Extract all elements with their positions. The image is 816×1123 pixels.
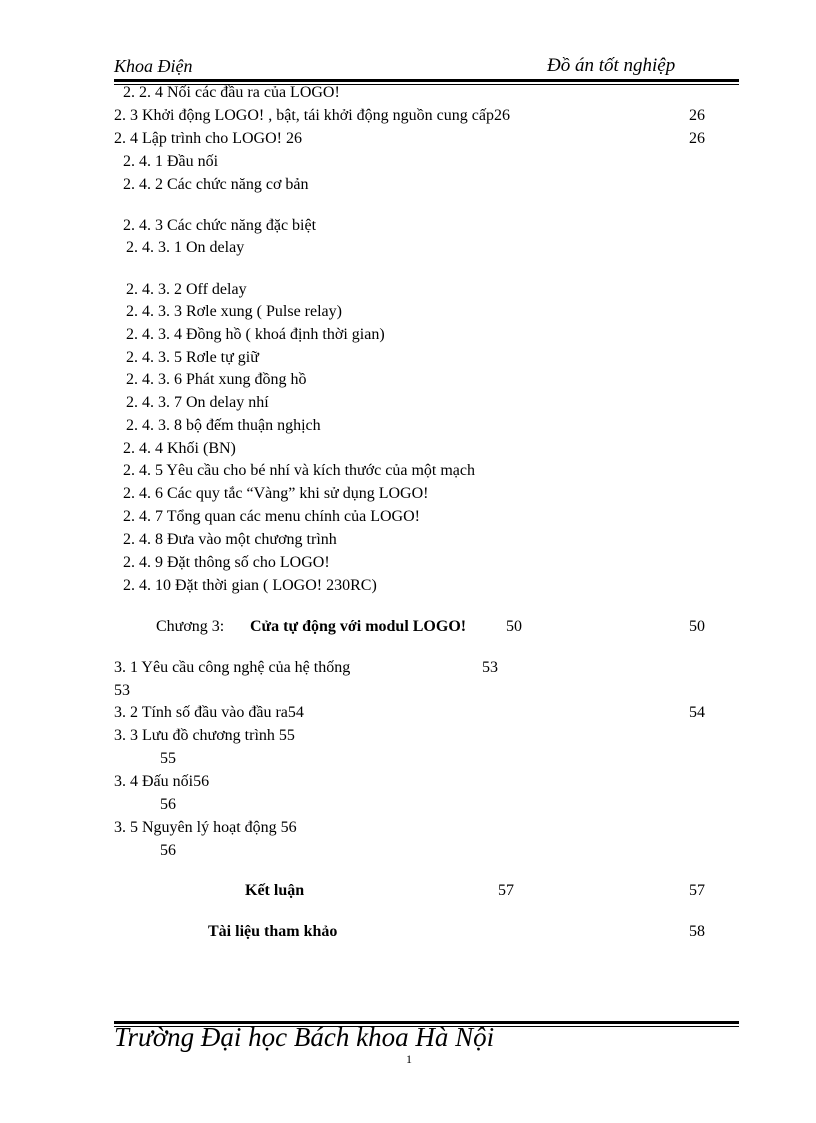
toc-page: 56 [160,796,176,813]
toc-line: 2. 4. 3. 8 bộ đếm thuận nghịch [126,417,321,434]
toc-num: 53 [482,659,498,676]
toc-line: 2. 4. 3. 1 On delay [126,239,245,256]
toc-page: 55 [160,750,176,767]
toc-page: 54 [689,704,705,721]
toc-line: 3. 1 Yêu cầu công nghệ của hệ thống [114,659,351,676]
toc-line: 2. 4 Lập trình cho LOGO! 26 [114,130,302,147]
toc-line: 2. 4. 1 Đầu nối [123,153,219,170]
conclusion-num: 57 [498,882,514,899]
toc-line: 2. 4. 2 Các chức năng cơ bản [123,176,309,193]
toc-line: 2. 4. 3 Các chức năng đặc biệt [123,217,317,234]
toc-page: 56 [160,842,176,859]
chapter-3-title: Cửa tự động với modul LOGO! [250,618,467,635]
toc-line: 2. 4. 3. 3 Rơle xung ( Pulse relay) [126,303,342,320]
toc-page: 26 [689,107,705,124]
header-document-title: Đồ án tốt nghiệp [547,55,676,76]
chapter-3-label: Chương 3: [156,618,225,635]
toc-page: 26 [689,130,705,147]
references-title: Tài liệu tham khảo [208,923,338,940]
toc-line: 2. 4. 9 Đặt thông số cho LOGO! [123,554,330,571]
toc-line: 2. 2. 4 Nối các đầu ra của LOGO! [123,84,340,101]
toc-line: 2. 4. 3. 6 Phát xung đồng hồ [126,371,307,388]
toc-line: 3. 2 Tính số đầu vào đầu ra54 [114,704,304,721]
toc-line: 2. 3 Khởi động LOGO! , bật, tái khởi động nguồn cung cấp26 [114,107,510,124]
toc-line: 2. 4. 3. 4 Đồng hồ ( khoá định thời gian) [126,326,385,343]
header-rule-thick [114,79,739,82]
toc-page: 58 [689,923,705,940]
toc-line: 2. 4. 3. 7 On delay nhí [126,394,269,411]
conclusion-title: Kết luận [245,882,305,899]
header-department: Khoa Điện [114,56,193,76]
toc-page: 57 [689,882,705,899]
toc-line: 3. 5 Nguyên lý hoạt động 56 [114,819,297,836]
toc-line: 3. 4 Đấu nối56 [114,773,210,790]
toc-line: 3. 3 Lưu đồ chương trình 55 [114,727,295,744]
toc-line: 2. 4. 8 Đưa vào một chương trình [123,531,337,548]
page-number: 1 [406,1052,412,1066]
toc-page: 53 [114,682,130,699]
toc-line: 2. 4. 7 Tổng quan các menu chính của LOGO! [123,508,420,525]
toc-line: 2. 4. 3. 2 Off delay [126,281,247,298]
toc-line: 2. 4. 5 Yêu cầu cho bé nhí và kích thước của một mạch [123,462,475,479]
toc-line: 2. 4. 4 Khối (BN) [123,440,236,457]
toc-line: 2. 4. 3. 5 Rơle tự giữ [126,349,259,366]
toc-line: 2. 4. 10 Đặt thời gian ( LOGO! 230RC) [123,577,377,594]
toc-page: 50 [689,618,705,635]
chapter-3-num: 50 [506,618,522,635]
toc-line: 2. 4. 6 Các quy tắc “Vàng” khi sử dụng LOGO! [123,485,429,502]
footer-school-name: Trường Đại học Bách khoa Hà Nội [114,1022,495,1052]
